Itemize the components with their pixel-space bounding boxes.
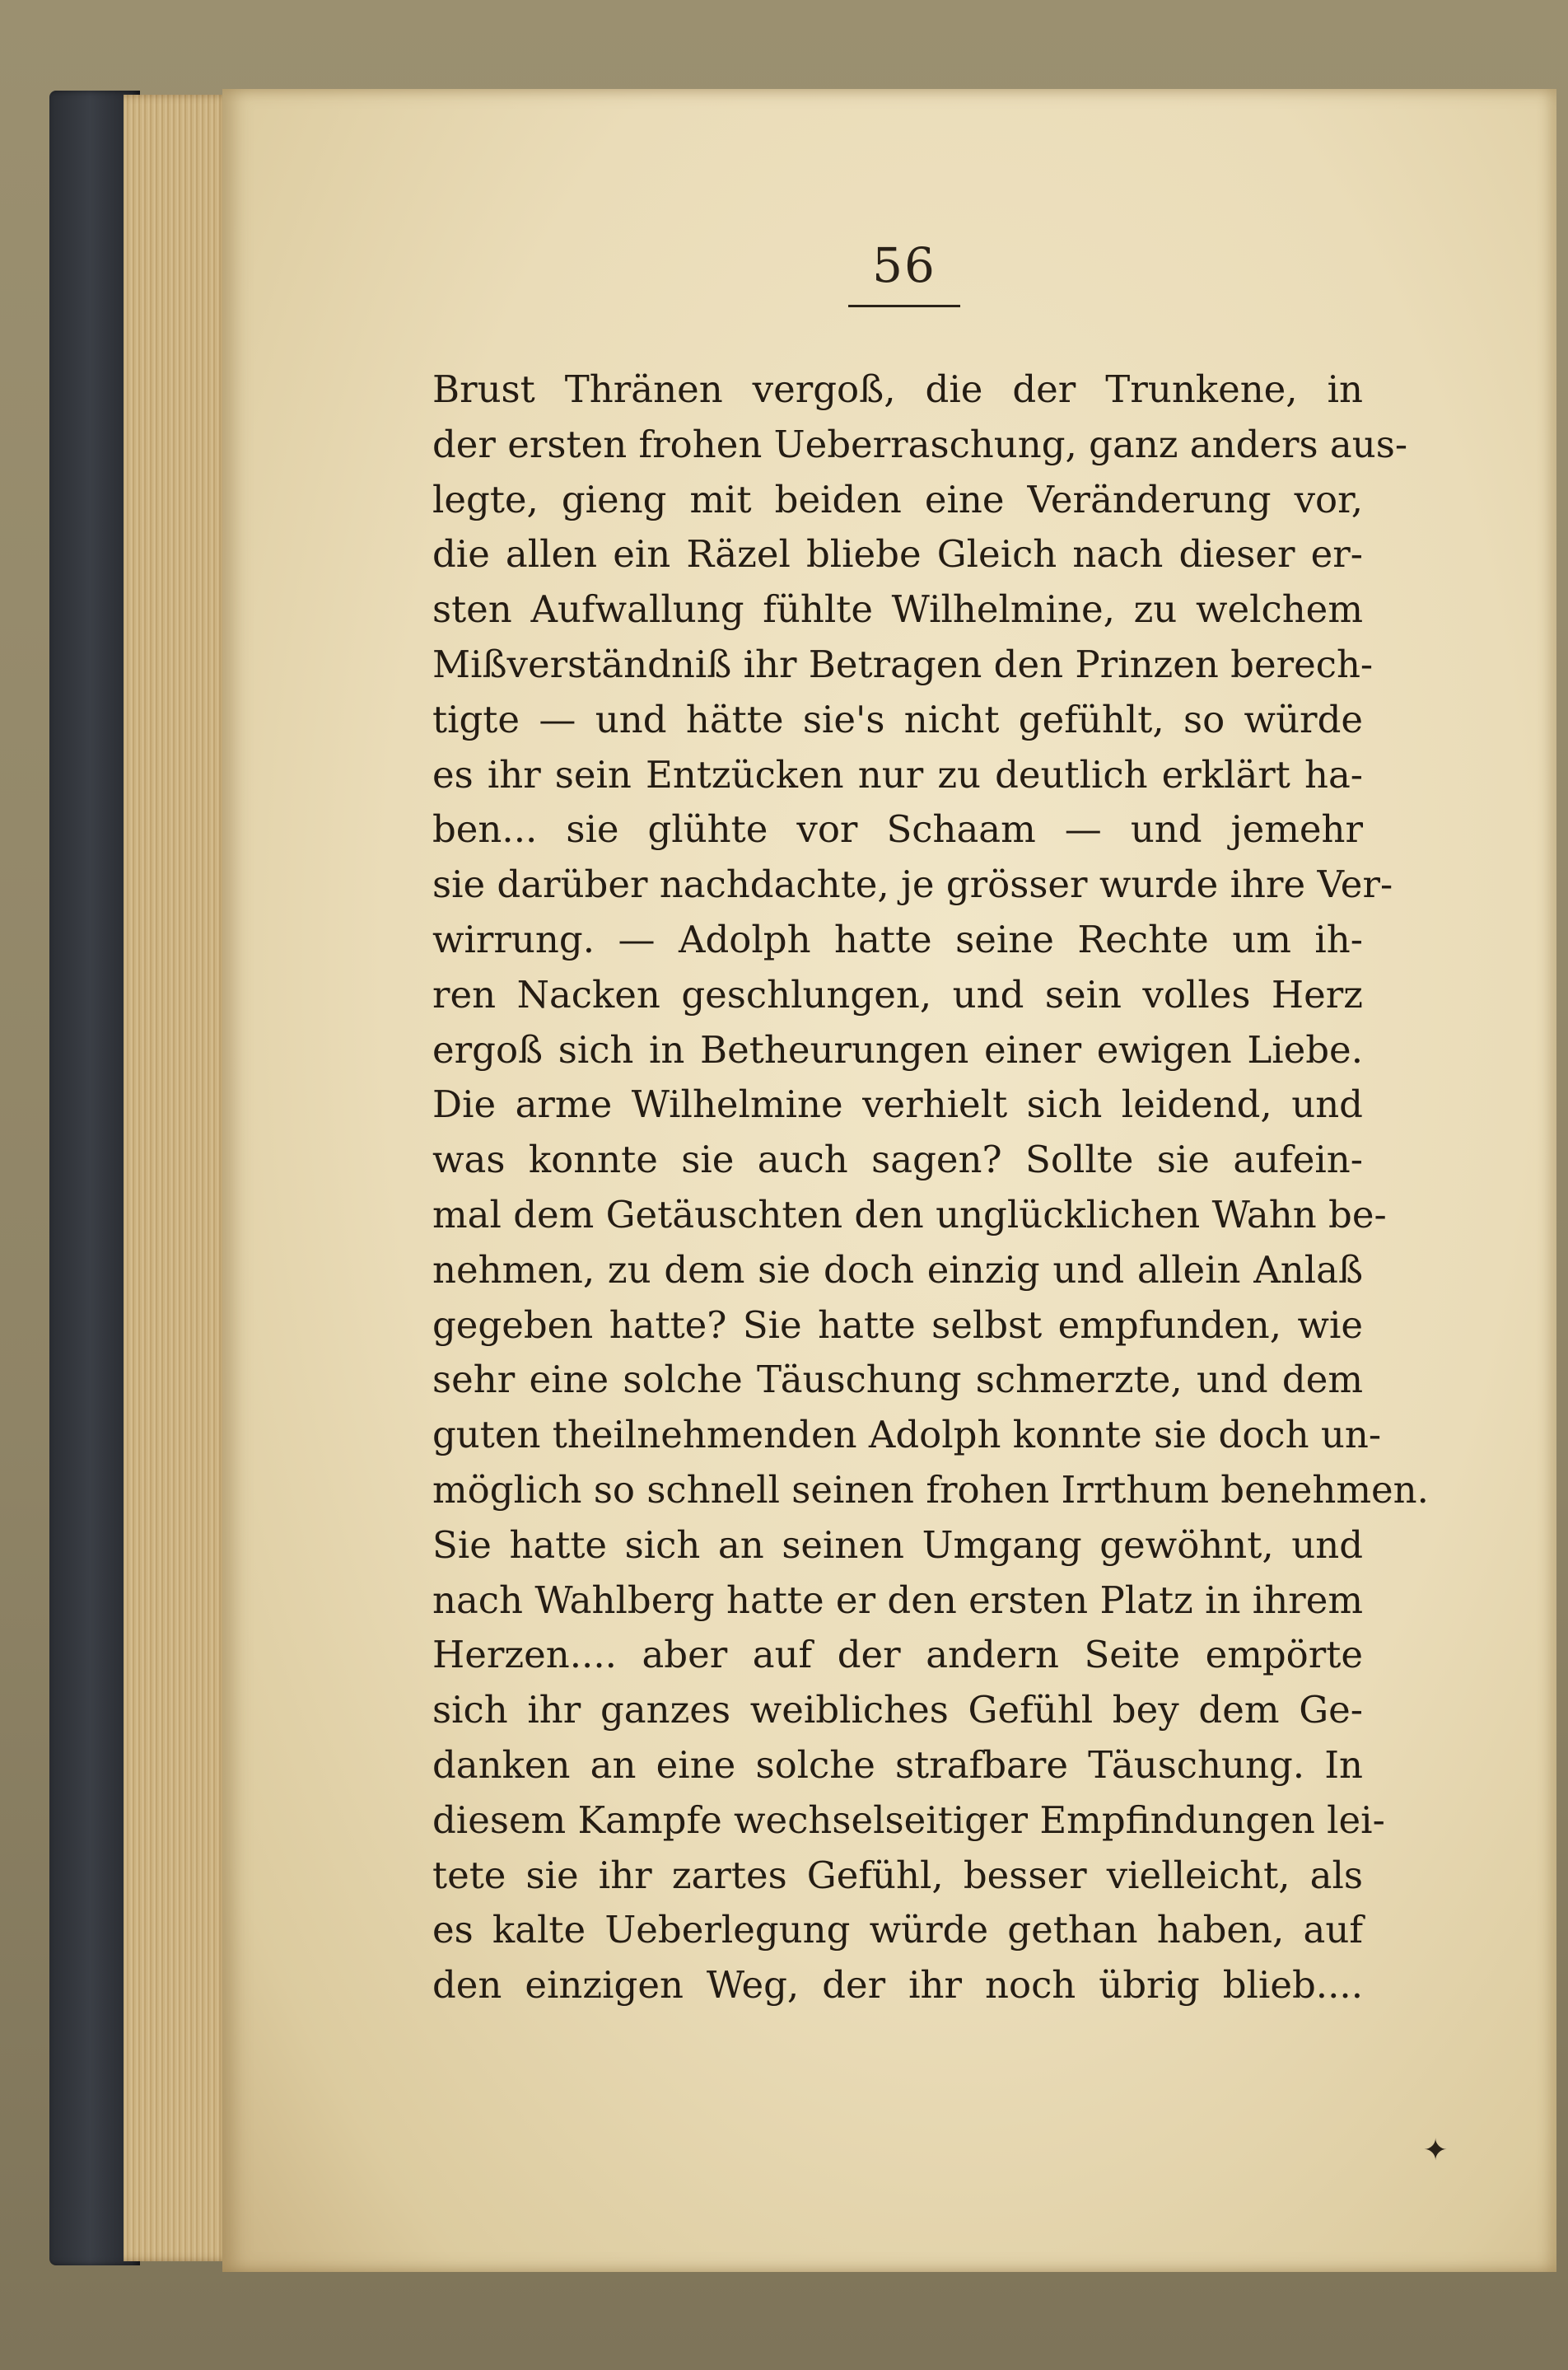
text-line: tete sie ihr zartes Gefühl, besser vielleicht, als [432,1853,1363,1897]
text-line: den einzigen Weg, der ihr noch übrig blieb.... [432,1963,1363,2008]
text-line: Sie hatte sich an seinen Umgang gewöhnt, und [432,1522,1363,1567]
text-line: diesem Kampfe wechselseitiger Empfindungen lei- [432,1797,1385,1842]
text-line: Herzen.... aber auf der andern Seite empörte [432,1633,1363,1677]
text-line: mal dem Getäuschten den unglücklichen Wahn be- [432,1192,1387,1236]
text-line: guten theilnehmenden Adolph konnte sie doch un- [432,1413,1382,1457]
text-line: legte, gieng mit beiden eine Veränderung vor, [432,477,1363,521]
text-line: Mißverständniß ihr Betragen den Prinzen berech- [432,642,1374,686]
text-line: möglich so schnell seinen frohen Irrthum benehmen. [432,1467,1429,1512]
text-line: danken an eine solche strafbare Täuschung. In [432,1742,1363,1787]
text-line: ren Nacken geschlungen, und sein volles Herz [432,972,1363,1017]
text-line: sich ihr ganzes weibliches Gefühl bey dem Ge- [432,1688,1363,1732]
page-number: 56 [872,237,936,293]
text-line: sehr eine solche Täuschung schmerzte, und dem [432,1358,1363,1402]
page-edges [124,95,231,2261]
text-line: es kalte Ueberlegung würde gethan haben, auf [432,1908,1363,1952]
text-line: die allen ein Räzel bliebe Gleich nach dieser er- [432,532,1363,577]
text-line: was konnte sie auch sagen? Sollte sie aufein- [432,1138,1363,1182]
text-line: es ihr sein Entzücken nur zu deutlich erklärt ha- [432,752,1363,797]
body-text [432,362,1429,2013]
text-line: sten Aufwallung fühlte Wilhelmine, zu welchem [432,587,1363,632]
text-line: sie darüber nachdachte, je grösser wurde ihre Ver- [432,862,1393,907]
text-line: Brust Thränen vergoß, die der Trunkene, in [432,367,1363,411]
text-line: wirrung. — Adolph hatte seine Rechte um ih- [432,917,1363,961]
text-line: der ersten frohen Ueberraschung, ganz anders aus- [432,422,1408,466]
text-line: nehmen, zu dem sie doch einzig und allein Anlaß [432,1247,1363,1292]
text-line: ergoß sich in Betheurungen einer ewigen Liebe. [432,1027,1363,1072]
page-number-rule [848,305,960,307]
text-line: Die arme Wilhelmine verhielt sich leidend, und [432,1082,1363,1127]
text-line: nach Wahlberg hatte er den ersten Platz in ihrem [432,1578,1363,1622]
text-line: tigte — und hätte sie's nicht gefühlt, so würde [432,697,1363,741]
text-line: gegeben hatte? Sie hatte selbst empfunden, wie [432,1302,1363,1347]
ink-speck: ✦ [1423,2134,1449,2167]
text-line: ben... sie glühte vor Schaam — und jemehr [432,807,1363,852]
